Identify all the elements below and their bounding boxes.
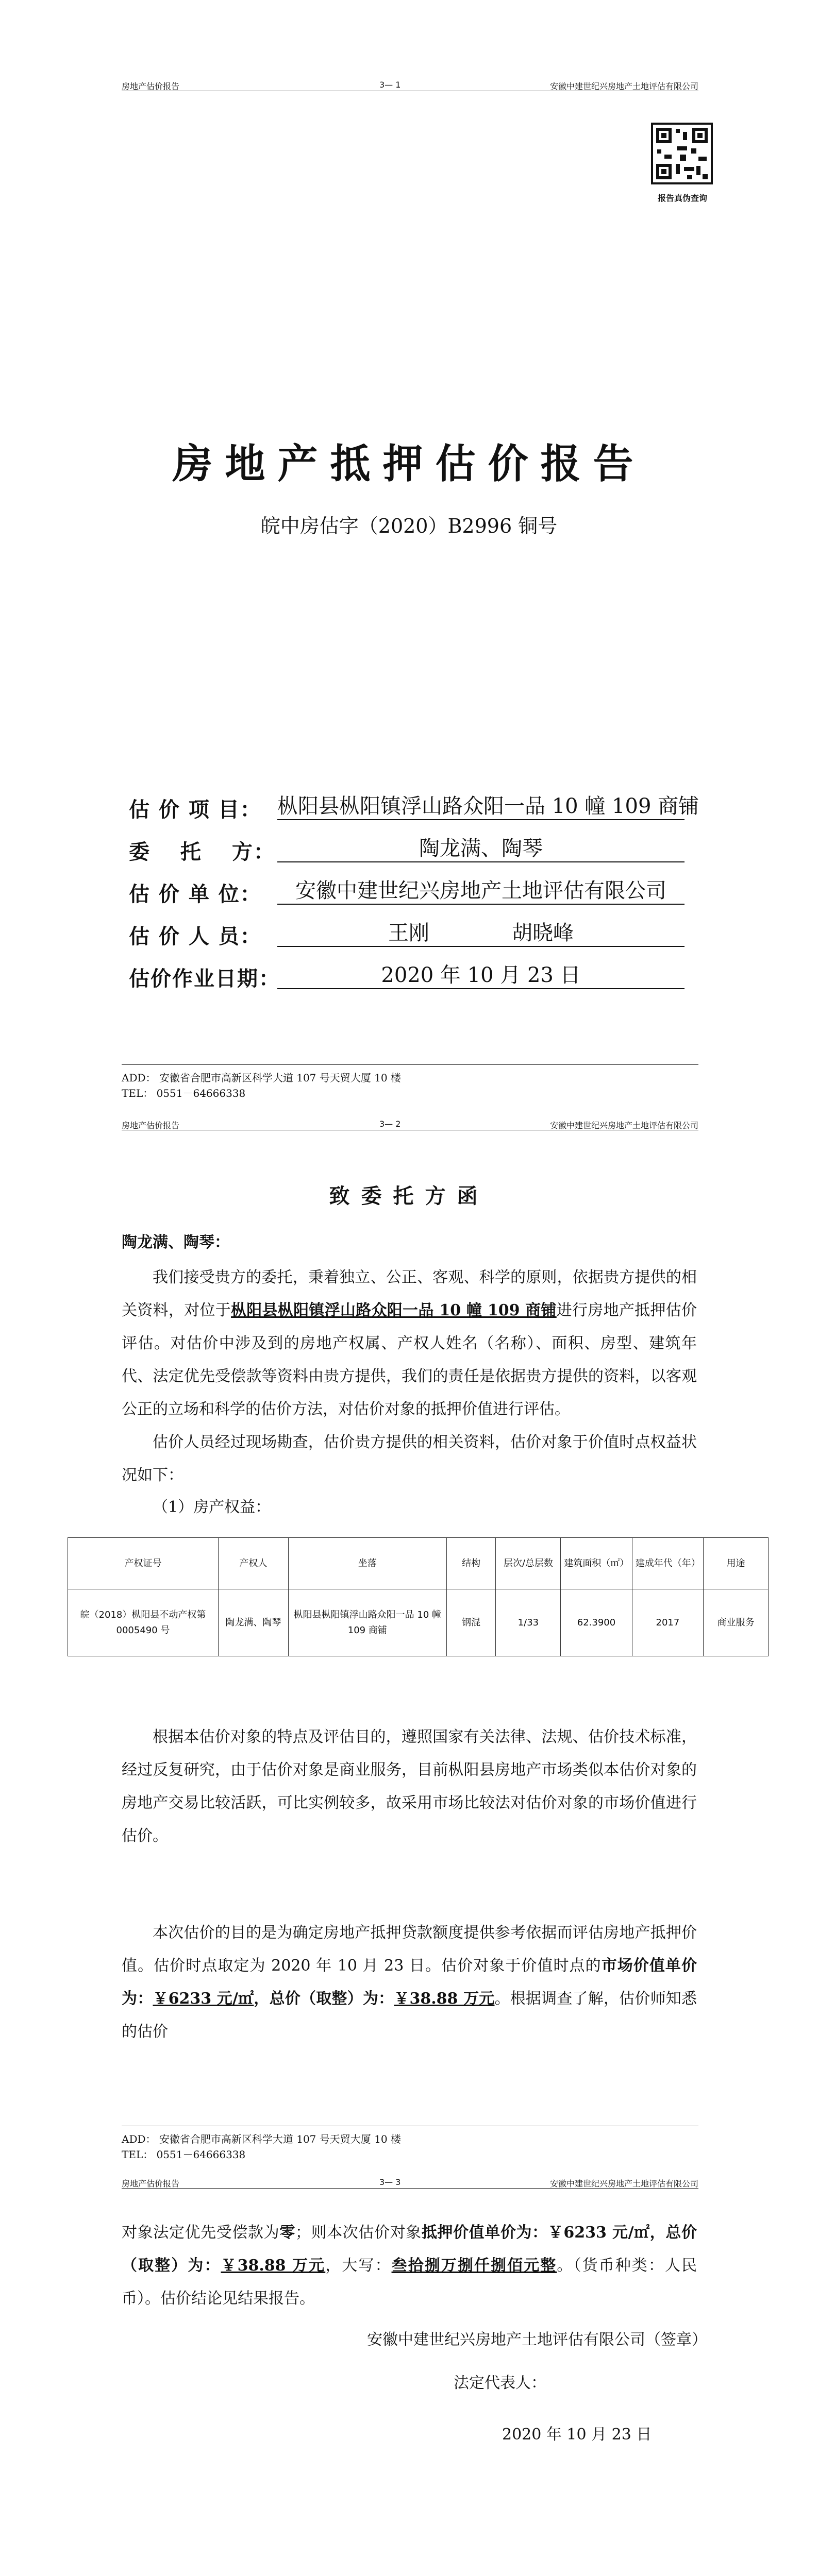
cell-structure: 钢混 bbox=[446, 1589, 496, 1656]
property-rights-table bbox=[68, 1537, 769, 1656]
col-header: 产权人 bbox=[218, 1538, 288, 1589]
header-right: 安徽中建世纪兴房地产土地评估有限公司 bbox=[549, 2179, 698, 2189]
cell-area: 62.3900 bbox=[561, 1589, 632, 1656]
col-header: 结构 bbox=[446, 1538, 496, 1589]
field-value: 陶龙满、陶琴 bbox=[277, 836, 685, 862]
cell-floor: 1/33 bbox=[496, 1589, 561, 1656]
paragraph-5: 对象法定优先受偿款为零；则本次估价对象抵押价值单价为：￥6233 元/㎡，总价（取整）为：￥38.88 万元，大写：叁拾捌万捌仟捌佰元整。（货币种类：人民币）。估价结论见结果报告。 bbox=[122, 2224, 697, 2308]
qr-caption: 报告真伪查询 bbox=[657, 193, 707, 203]
amount-in-words: 叁拾捌万捌仟捌佰元整 bbox=[391, 2257, 557, 2275]
unit-price: ￥6233 元/㎡ bbox=[153, 1990, 254, 2008]
header-page-number: 3— 2 bbox=[379, 1119, 401, 1129]
footer-phone: TEL： 0551－64666338 bbox=[122, 1087, 246, 1099]
field-value: 王刚 胡晓峰 bbox=[277, 920, 685, 947]
report-title: 房地产抵押估价报告 bbox=[172, 440, 646, 487]
col-header: 建成年代（年） bbox=[632, 1538, 703, 1589]
table-header-row bbox=[68, 1538, 769, 1589]
letter-title: 致委托方函 bbox=[329, 1184, 489, 1208]
col-header: 坐落 bbox=[288, 1538, 446, 1589]
legal-representative: 法定代表人： bbox=[454, 2374, 546, 2392]
footer-address: ADD： 安徽省合肥市高新区科学大道 107 号天贸大厦 10 楼 bbox=[122, 2133, 401, 2145]
paragraph-2: 估价人员经过现场勘查，估价贵方提供的相关资料，估价对象于价值时点权益状况如下： bbox=[122, 1433, 697, 1484]
sign-date: 2020 年 10 月 23 日 bbox=[502, 2426, 652, 2444]
header-left: 房地产估价报告 bbox=[122, 1121, 180, 1130]
col-header: 用途 bbox=[704, 1538, 769, 1589]
header-left: 房地产估价报告 bbox=[122, 81, 180, 91]
field-label: 估 价 单 位： bbox=[129, 882, 262, 906]
col-header: 产权证号 bbox=[68, 1538, 219, 1589]
table-row bbox=[68, 1589, 769, 1656]
header-page-number: 3— 1 bbox=[379, 80, 401, 90]
cell-location: 枞阳县枞阳镇浮山路众阳一品 10 幢 109 商铺 bbox=[288, 1589, 446, 1656]
cell-usage: 商业服务 bbox=[704, 1589, 769, 1656]
footer-phone: TEL： 0551－64666338 bbox=[122, 2148, 246, 2161]
footer-address: ADD： 安徽省合肥市高新区科学大道 107 号天贸大厦 10 楼 bbox=[122, 1072, 401, 1084]
mortgage-unit-price: 抵押价值单价为：￥6233 元/㎡，总价（取整）为： bbox=[122, 2224, 697, 2275]
page-footer bbox=[122, 1064, 698, 1101]
cell-cert-no: 皖（2018）枞阳县不动产权第 0005490 号 bbox=[68, 1589, 219, 1656]
cell-year: 2017 bbox=[632, 1589, 703, 1656]
page-header bbox=[122, 1119, 698, 1130]
table-title: （1）房产权益： bbox=[153, 1498, 271, 1516]
header-page-number: 3— 3 bbox=[379, 2177, 401, 2187]
field-label: 估 价 项 目： bbox=[129, 798, 262, 822]
total-price: ￥38.88 万元 bbox=[394, 1990, 495, 2008]
page-footer bbox=[122, 2126, 698, 2162]
qr-code[interactable] bbox=[651, 123, 713, 184]
header-right: 安徽中建世纪兴房地产土地评估有限公司 bbox=[549, 81, 698, 91]
document-number: 皖中房估字（2020）B2996 铜号 bbox=[260, 515, 558, 537]
header-right: 安徽中建世纪兴房地产土地评估有限公司 bbox=[549, 1121, 698, 1130]
field-value: 枞阳县枞阳镇浮山路众阳一品 10 幢 109 商铺 bbox=[277, 793, 685, 820]
field-label: 估 价 人 员： bbox=[129, 924, 262, 948]
col-header: 层次/总层数 bbox=[496, 1538, 561, 1589]
paragraph-3: 根据本估价对象的特点及评估目的，遵照国家有关法律、法规、估价技术标准，经过反复研究，由于估价对象是商业服务，目前枞阳县房地产市场类似本估价对象的房地产交易比较活跃，可比实例较多，故采用市场比较法对估价对象的市场价值进行估价。 bbox=[122, 1728, 697, 1845]
col-header: 建筑面积（㎡） bbox=[561, 1538, 632, 1589]
field-label: 委 托 方： bbox=[129, 840, 275, 864]
paragraph-4: 本次估价的目的是为确定房地产抵押贷款额度提供参考依据而评估房地产抵押价值。估价时点取定为 2020 年 10 月 23 日。估价对象于价值时点的市场价值单价为：￥6233 元/㎡，总价（取整）为：￥38.88 万元。根据调查了解，估价师知悉的估价 bbox=[122, 1924, 697, 2041]
page-header bbox=[122, 80, 698, 91]
field-value: 2020 年 10 月 23 日 bbox=[277, 962, 685, 989]
mortgage-total: ￥38.88 万元 bbox=[221, 2257, 326, 2275]
field-value: 安徽中建世纪兴房地产土地评估有限公司 bbox=[277, 878, 685, 905]
field-label: 估价作业日期： bbox=[129, 967, 280, 991]
property-address: 枞阳县枞阳镇浮山路众阳一品 10 幢 109 商铺 bbox=[230, 1301, 557, 1319]
header-left: 房地产估价报告 bbox=[122, 2179, 180, 2189]
cell-owner: 陶龙满、陶琴 bbox=[218, 1589, 288, 1656]
page-header bbox=[122, 2177, 698, 2189]
sign-company: 安徽中建世纪兴房地产土地评估有限公司（签章） bbox=[367, 2331, 707, 2349]
salutation: 陶龙满、陶琴： bbox=[122, 1233, 230, 1251]
paragraph-1: 我们接受贵方的委托，秉着独立、公正、客观、科学的原则，依据贵方提供的相关资料，对位于枞阳县枞阳镇浮山路众阳一品 10 幢 109 商铺进行房地产抵押估价评估。对估价中涉及到的房地产权属、产权人姓名（名称）、面积、房型、建筑年代、法定优先受偿款等资料由贵方提供，我们的责任是依据贵方提供的资料，以客观公正的立场和科学的估价方法，对估价对象的抵押价值进行评估。 bbox=[122, 1268, 697, 1418]
